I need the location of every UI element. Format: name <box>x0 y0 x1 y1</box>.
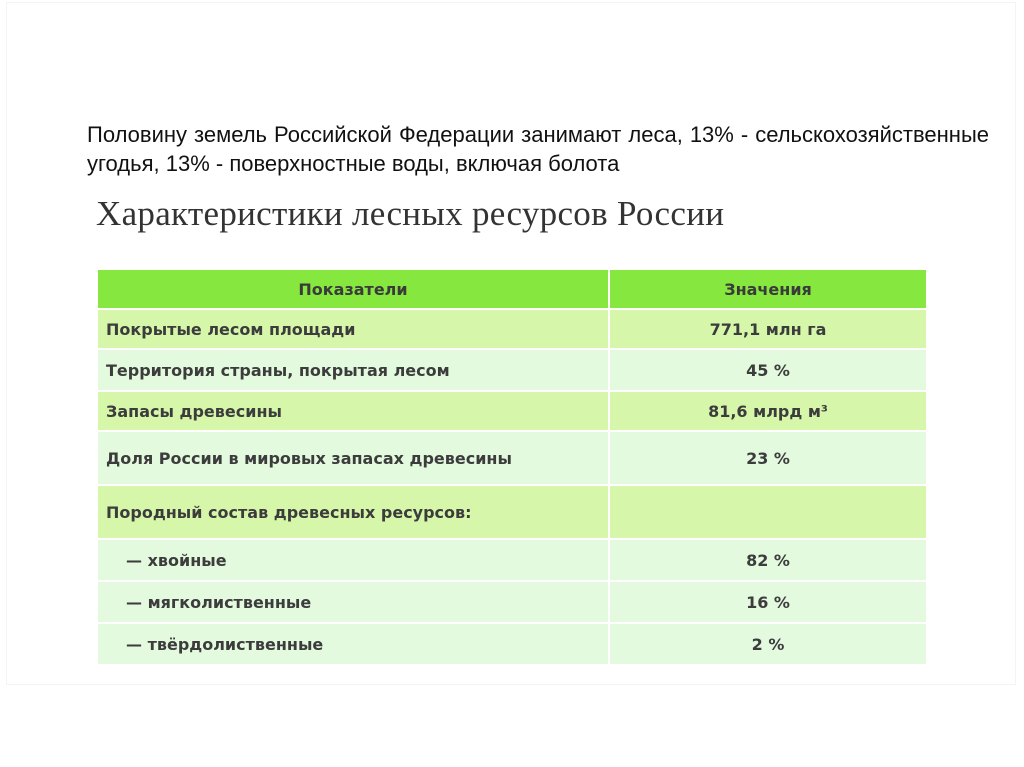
row-label: — хвойные <box>98 539 609 581</box>
table-row <box>98 391 926 431</box>
row-value: 16 % <box>609 581 926 623</box>
slide-title: Характеристики лесных ресурсов России <box>96 194 725 233</box>
row-label: Покрытые лесом площади <box>98 309 609 349</box>
header-value: Значения <box>609 270 926 309</box>
table-row <box>98 485 926 539</box>
table-header-row <box>98 270 926 309</box>
row-value <box>609 485 926 539</box>
table-row <box>98 431 926 485</box>
table-row <box>98 581 926 623</box>
row-label: — твёрдолиственные <box>98 623 609 665</box>
row-label: Территория страны, покрытая лесом <box>98 349 609 391</box>
row-value: 2 % <box>609 623 926 665</box>
table-row <box>98 539 926 581</box>
header-indicator: Показатели <box>98 270 609 309</box>
table-row <box>98 309 926 349</box>
row-value: 23 % <box>609 431 926 485</box>
row-label: — мягколиственные <box>98 581 609 623</box>
row-value: 771,1 млн га <box>609 309 926 349</box>
row-label: Доля России в мировых запасах древесины <box>98 431 609 485</box>
row-label: Породный состав древесных ресурсов: <box>98 485 609 539</box>
row-value: 81,6 млрд м³ <box>609 391 926 431</box>
intro-text: Половину земель Российской Федерации занимают леса, 13% - сельскохозяйственные угодья, 13% - поверхностные воды, включая болота <box>87 122 989 176</box>
row-label: Запасы древесины <box>98 391 609 431</box>
row-value: 45 % <box>609 349 926 391</box>
forest-resources-table <box>98 270 926 666</box>
table-row <box>98 623 926 665</box>
table-row <box>98 349 926 391</box>
row-value: 82 % <box>609 539 926 581</box>
